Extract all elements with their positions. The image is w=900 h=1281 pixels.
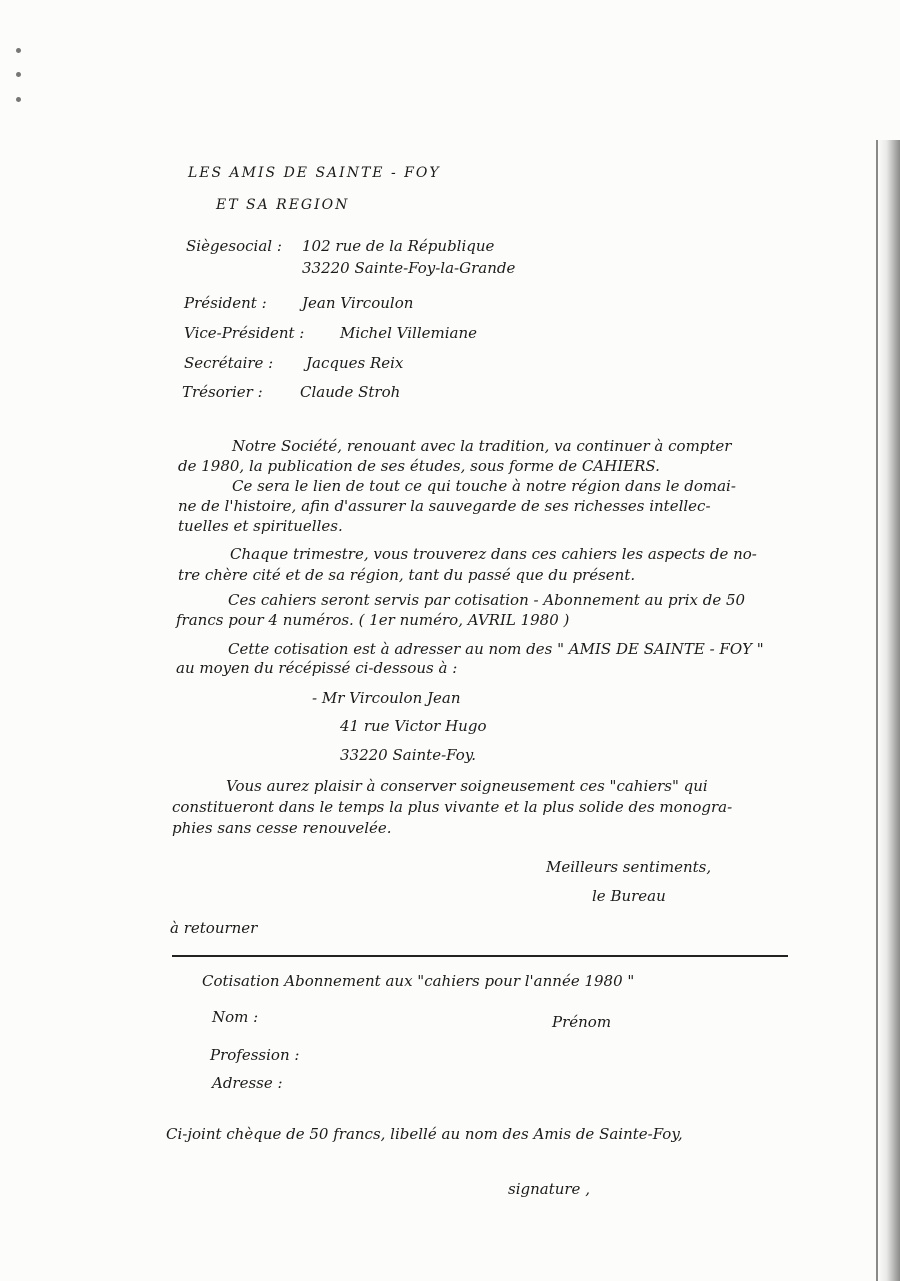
officer-name-secretary: Jacques Reix — [306, 354, 404, 372]
body-paragraph-3-line: tre chère cité et de sa région, tant du passé que du présent. — [178, 566, 636, 584]
form-signature-label: signature , — [508, 1180, 590, 1198]
form-nom-label: Nom : — [212, 1008, 259, 1026]
body-paragraph-6-line: Vous aurez plaisir à conserver soigneusement ces "cahiers" qui — [226, 777, 708, 795]
officer-name-vice-president: Michel Villemiane — [340, 324, 477, 342]
return-label: à retourner — [170, 919, 258, 937]
body-paragraph-2-line: tuelles et spirituelles. — [178, 517, 343, 535]
address-label: Siègesocial : — [186, 237, 282, 255]
recipient-city: 33220 Sainte-Foy. — [340, 746, 477, 764]
body-paragraph-6-line: constitueront dans le temps la plus vivante et la plus solide des monogra- — [172, 798, 733, 816]
cut-line-divider — [172, 955, 788, 957]
officer-role-secretary: Secrétaire : — [184, 354, 274, 372]
body-paragraph-2-line: Ce sera le lien de tout ce qui touche à notre région dans le domai- — [232, 477, 736, 495]
closing-signature: le Bureau — [592, 887, 666, 905]
officer-role-treasurer: Trésorier : — [182, 383, 263, 401]
address-city: 33220 Sainte-Foy-la-Grande — [302, 259, 516, 277]
recipient-name: - Mr Vircoulon Jean — [312, 689, 461, 707]
officer-name-treasurer: Claude Stroh — [300, 383, 401, 401]
punch-hole-mark — [16, 97, 21, 102]
page-edge-shadow — [878, 140, 900, 1281]
body-paragraph-5-line: Cette cotisation est à adresser au nom des " AMIS DE SAINTE - FOY " — [228, 640, 764, 658]
body-paragraph-5-line: au moyen du récépissé ci-dessous à : — [176, 659, 458, 677]
address-street: 102 rue de la République — [302, 237, 495, 255]
body-paragraph-2-line: ne de l'histoire, afin d'assurer la sauvegarde de ses richesses intellec- — [178, 497, 711, 515]
officer-name-president: Jean Vircoulon — [302, 294, 414, 312]
org-name-line2: ET SA REGION — [216, 197, 350, 213]
body-paragraph-1-line: de 1980, la publication de ses études, sous forme de CAHIERS. — [178, 457, 660, 475]
body-paragraph-1-line: Notre Société, renouant avec la tradition, va continuer à compter — [232, 437, 732, 455]
form-prenom-label: Prénom — [552, 1013, 612, 1031]
closing-sentiments: Meilleurs sentiments, — [546, 858, 712, 876]
form-cheque-line: Ci-joint chèque de 50 francs, libellé au nom des Amis de Sainte-Foy, — [166, 1125, 683, 1143]
body-paragraph-6-line: phies sans cesse renouvelée. — [172, 819, 392, 837]
officer-role-president: Président : — [184, 294, 267, 312]
officer-role-vice-president: Vice-Président : — [184, 324, 305, 342]
form-title: Cotisation Abonnement aux "cahiers pour l'année 1980 " — [202, 972, 635, 990]
body-paragraph-3-line: Chaque trimestre, vous trouverez dans ces cahiers les aspects de no- — [230, 545, 757, 563]
body-paragraph-4-line: francs pour 4 numéros. ( 1er numéro, AVRIL 1980 ) — [176, 611, 570, 629]
org-name-line1: LES AMIS DE SAINTE - FOY — [188, 165, 441, 181]
recipient-street: 41 rue Victor Hugo — [340, 717, 487, 735]
punch-hole-mark — [16, 48, 21, 53]
form-profession-label: Profession : — [210, 1046, 300, 1064]
form-adresse-label: Adresse : — [212, 1074, 283, 1092]
punch-hole-mark — [16, 72, 21, 77]
body-paragraph-4-line: Ces cahiers seront servis par cotisation - Abonnement au prix de 50 — [228, 591, 746, 609]
